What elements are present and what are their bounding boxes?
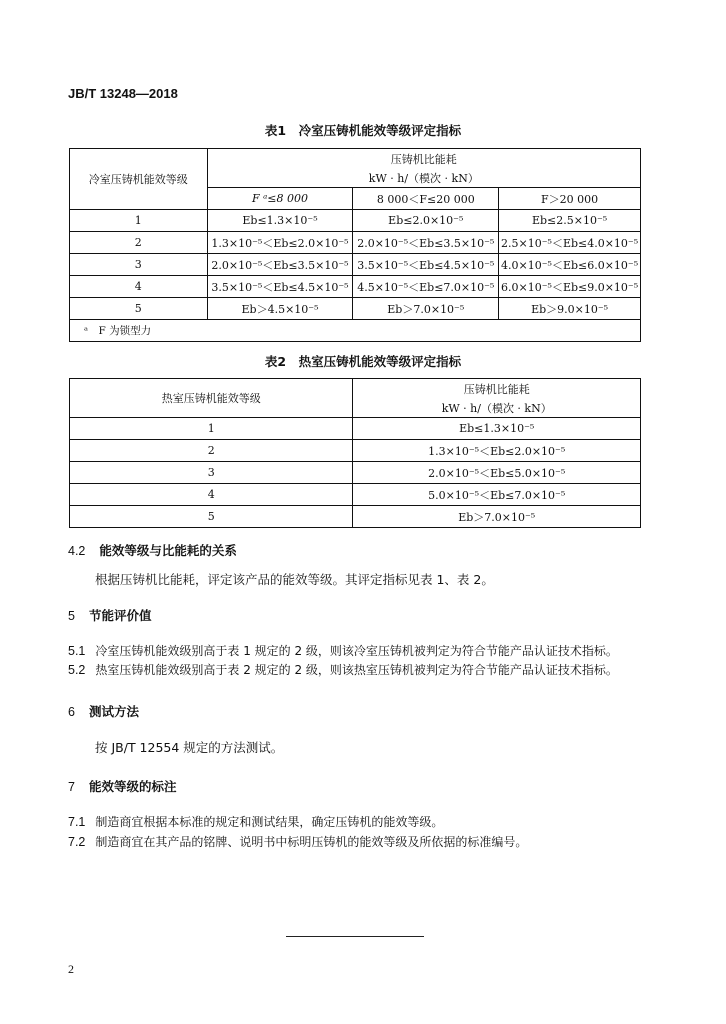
section-4-2-heading <box>68 541 237 559</box>
grade-cell: 2 <box>70 232 208 254</box>
value-cell: 3.5×10⁻⁵＜Eb≤4.5×10⁻⁵ <box>207 276 353 298</box>
value-cell: 5.0×10⁻⁵＜Eb≤7.0×10⁻⁵ <box>353 484 641 506</box>
table-row <box>70 254 641 276</box>
end-rule <box>286 936 424 937</box>
table-row <box>70 440 641 462</box>
table-row <box>70 232 641 254</box>
clause-5-1 <box>68 642 618 659</box>
value-cell: Eb＞4.5×10⁻⁵ <box>207 298 353 320</box>
table-row <box>70 210 641 232</box>
grade-cell: 5 <box>70 298 208 320</box>
clause-text: 热室压铸机能效级别高于表 2 规定的 2 级，则该热室压铸机被判定为符合节能产品认证技术指标。 <box>95 663 618 677</box>
value-cell: Eb≤1.3×10⁻⁵ <box>207 210 353 232</box>
section-number: 4.2 <box>68 544 86 558</box>
value-cell: 2.5×10⁻⁵＜Eb≤4.0×10⁻⁵ <box>499 232 641 254</box>
clause-number: 5.2 <box>68 663 86 677</box>
table1-caption: 表1 冷室压铸机能效等级评定指标 <box>264 123 462 138</box>
table2-caption: 表2 热室压铸机能效等级评定指标 <box>264 354 462 369</box>
table2-col-grade: 热室压铸机能效等级 <box>70 379 353 418</box>
value-cell: Eb＞9.0×10⁻⁵ <box>499 298 641 320</box>
table1-range-2: 8 000＜F≤20 000 <box>353 188 499 210</box>
grade-cell: 3 <box>70 254 208 276</box>
value-cell: 3.5×10⁻⁵＜Eb≤4.5×10⁻⁵ <box>353 254 499 276</box>
table2-energy-title: 压铸机比能耗 <box>463 382 530 396</box>
value-cell: 1.3×10⁻⁵＜Eb≤2.0×10⁻⁵ <box>353 440 641 462</box>
clause-number: 7.2 <box>68 835 86 849</box>
section-5-heading <box>68 606 151 624</box>
standard-number: JB/T 13248—2018 <box>68 86 178 101</box>
grade-cell: 4 <box>70 484 353 506</box>
value-cell: 4.0×10⁻⁵＜Eb≤6.0×10⁻⁵ <box>499 254 641 276</box>
clause-number: 7.1 <box>68 815 86 829</box>
value-cell: Eb＞7.0×10⁻⁵ <box>353 506 641 528</box>
section-title: 能效等级与比能耗的关系 <box>99 543 237 558</box>
table1-cold-chamber <box>69 148 641 342</box>
value-cell: 1.3×10⁻⁵＜Eb≤2.0×10⁻⁵ <box>207 232 353 254</box>
table1-col-grade: 冷室压铸机能效等级 <box>70 149 208 210</box>
section-title: 测试方法 <box>88 704 139 719</box>
clause-text: 冷室压铸机能效级别高于表 1 规定的 2 级，则该冷室压铸机被判定为符合节能产品认证技术指标。 <box>95 644 618 658</box>
clause-text: 制造商宜在其产品的铭牌、说明书中标明压铸机的能效等级及所依据的标准编号。 <box>95 835 528 849</box>
table1-range-3: F＞20 000 <box>499 188 641 210</box>
clause-5-2 <box>68 661 618 678</box>
clause-7-2 <box>68 833 527 850</box>
table1-range-1: F ᵃ≤8 000 <box>207 188 353 210</box>
value-cell: Eb≤2.0×10⁻⁵ <box>353 210 499 232</box>
grade-cell: 5 <box>70 506 353 528</box>
section-7-heading <box>68 777 176 795</box>
table1-col-energy <box>207 149 640 188</box>
table-row <box>70 506 641 528</box>
table1-energy-unit: kW · h/（模次 · kN） <box>368 171 479 185</box>
table2-energy-unit: kW · h/（模次 · kN） <box>441 401 552 415</box>
value-cell: 4.5×10⁻⁵＜Eb≤7.0×10⁻⁵ <box>353 276 499 298</box>
grade-cell: 2 <box>70 440 353 462</box>
section-6-heading <box>68 702 139 720</box>
clause-7-1 <box>68 813 443 830</box>
value-cell: Eb＞7.0×10⁻⁵ <box>353 298 499 320</box>
grade-cell: 1 <box>70 210 208 232</box>
section-number: 6 <box>68 705 75 719</box>
value-cell: Eb≤1.3×10⁻⁵ <box>353 418 641 440</box>
section-6-text: 按 JB/T 12554 规定的方法测试。 <box>95 740 284 755</box>
table-row <box>70 462 641 484</box>
table-row <box>70 484 641 506</box>
value-cell: 2.0×10⁻⁵＜Eb≤3.5×10⁻⁵ <box>207 254 353 276</box>
section-number: 7 <box>68 780 75 794</box>
value-cell: 6.0×10⁻⁵＜Eb≤9.0×10⁻⁵ <box>499 276 641 298</box>
table-row <box>70 276 641 298</box>
table1-footnote: ᵃ F 为锁型力 <box>70 320 641 342</box>
section-number: 5 <box>68 609 75 623</box>
table2-hot-chamber <box>69 378 641 528</box>
grade-cell: 4 <box>70 276 208 298</box>
table2-col-energy <box>353 379 641 418</box>
table1-energy-title: 压铸机比能耗 <box>390 152 457 166</box>
clause-text: 制造商宜根据本标准的规定和测试结果，确定压铸机的能效等级。 <box>95 815 444 829</box>
section-title: 节能评价值 <box>88 608 152 623</box>
table-row <box>70 418 641 440</box>
grade-cell: 3 <box>70 462 353 484</box>
section-4-2-text: 根据压铸机比能耗，评定该产品的能效等级。其评定指标见表 1、表 2。 <box>95 572 494 587</box>
page-number: 2 <box>68 962 74 976</box>
value-cell: Eb≤2.5×10⁻⁵ <box>499 210 641 232</box>
clause-number: 5.1 <box>68 644 86 658</box>
grade-cell: 1 <box>70 418 353 440</box>
value-cell: 2.0×10⁻⁵＜Eb≤5.0×10⁻⁵ <box>353 462 641 484</box>
section-title: 能效等级的标注 <box>88 779 177 794</box>
table-row <box>70 298 641 320</box>
value-cell: 2.0×10⁻⁵＜Eb≤3.5×10⁻⁵ <box>353 232 499 254</box>
